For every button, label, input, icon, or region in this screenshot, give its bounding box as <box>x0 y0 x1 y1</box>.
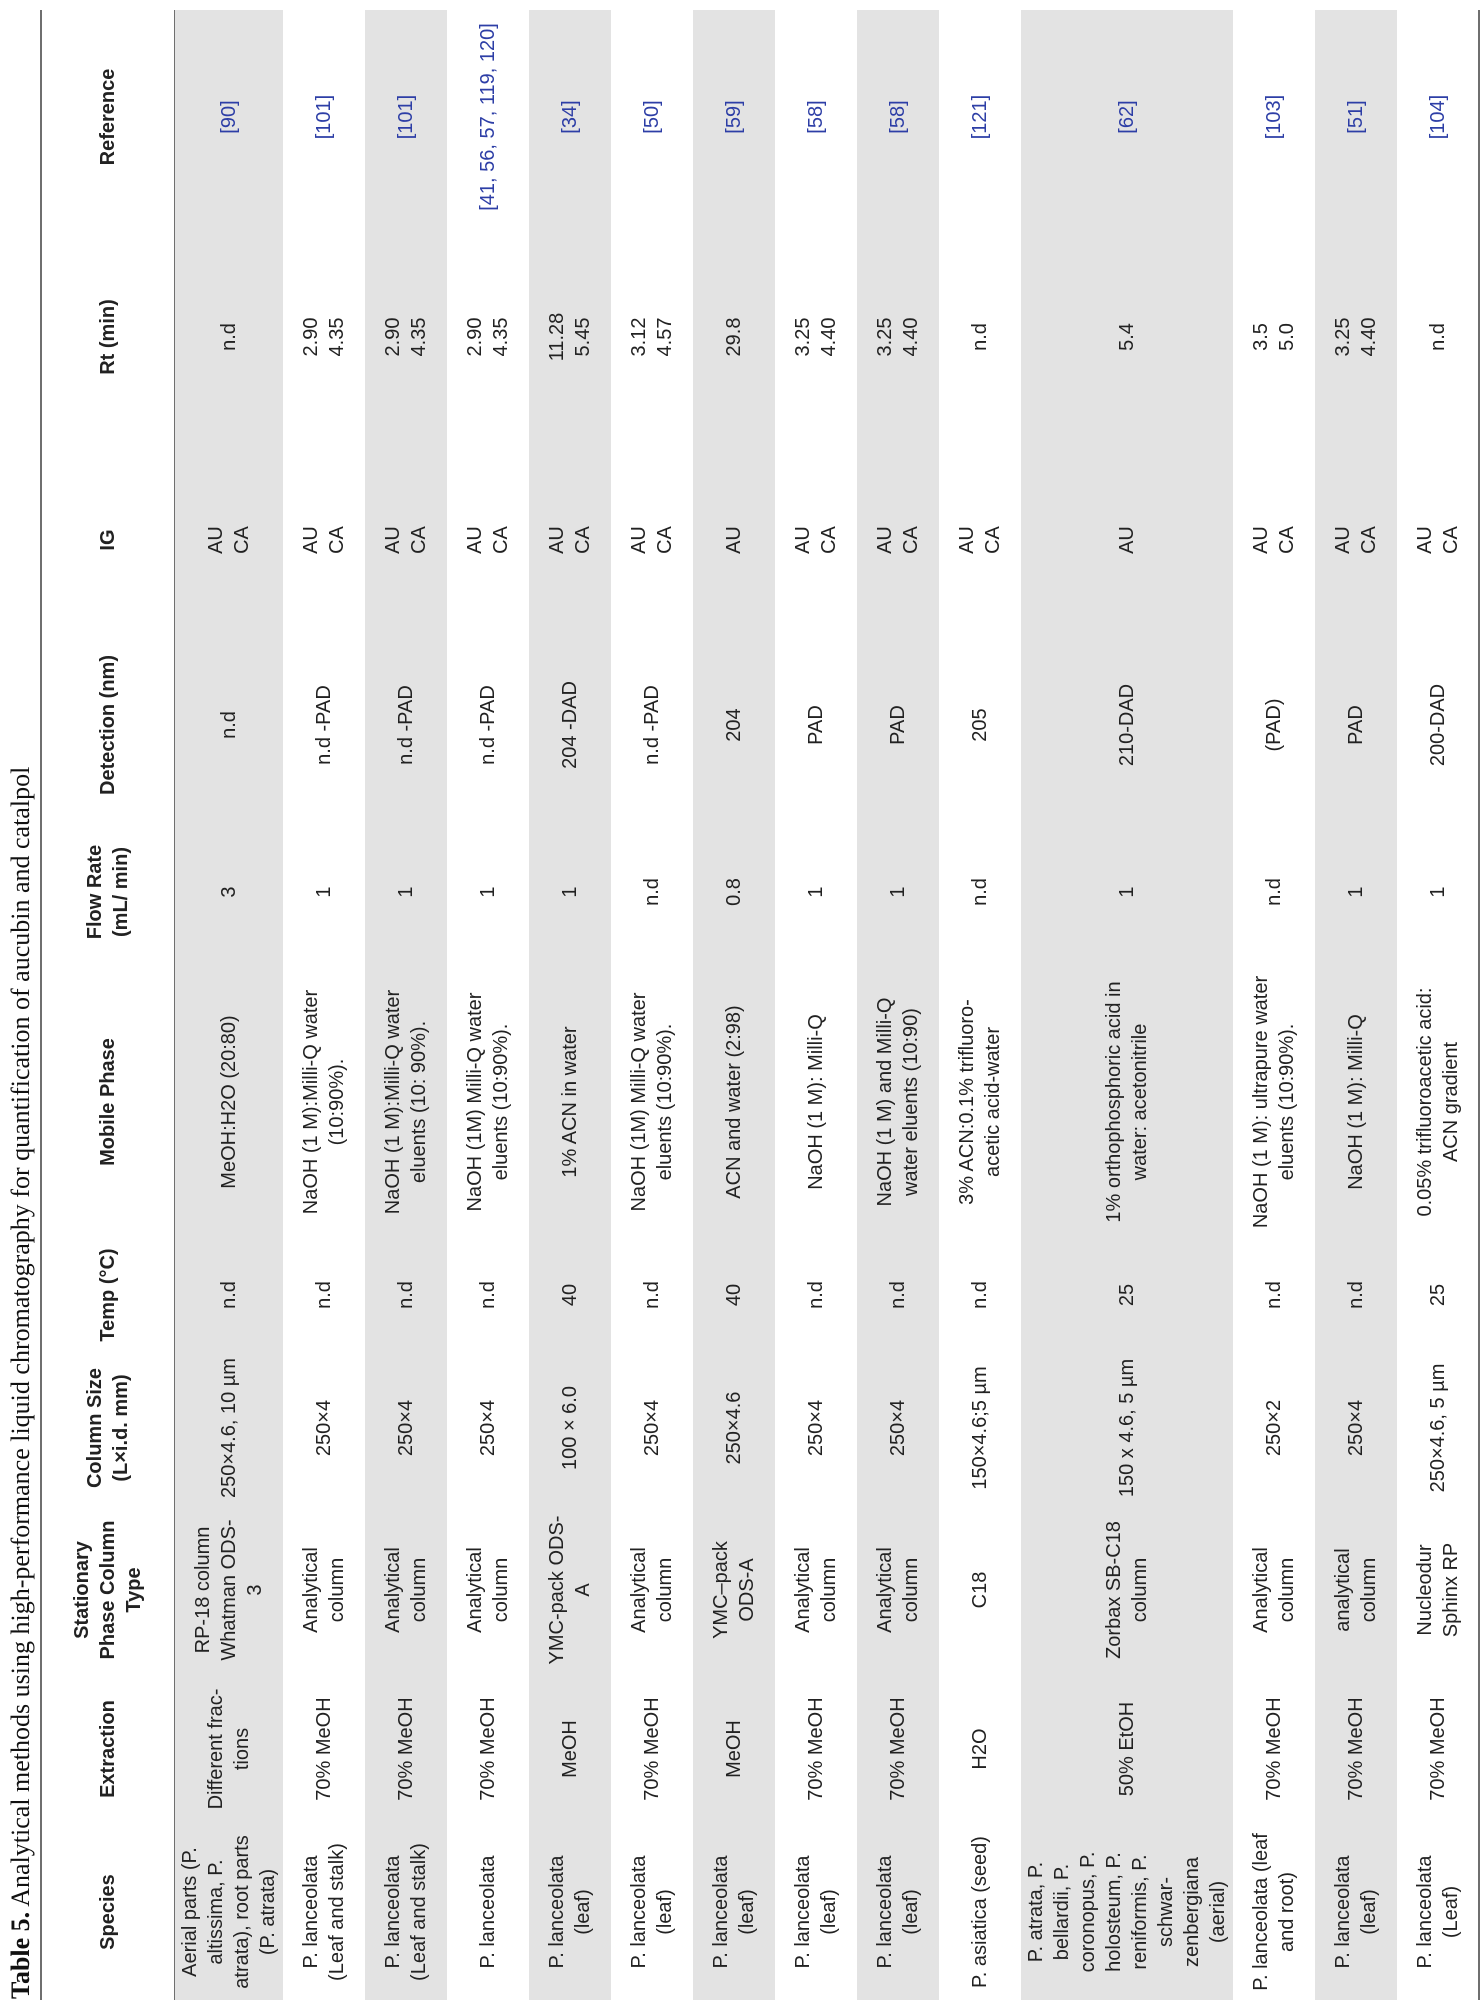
cell-mobile: MeOH:H2O (20:80) <box>175 964 284 1240</box>
cell-stationary: Analytical column <box>628 1547 676 1633</box>
cell-column: 250×4 <box>365 1350 447 1506</box>
cell-temp: n.d <box>1263 1281 1285 1309</box>
cell-rt: 3.25 4.40 <box>792 317 840 357</box>
cell-mobile: 3% ACN:0.1% trifluoro- acetic acid-water <box>956 999 1004 1205</box>
column-header: Reference <box>41 10 175 224</box>
column-header: Stationary Phase Column Type <box>41 1506 175 1674</box>
cell-mobile: NaOH (1 M) and Milli-Q water eluents (10:90) <box>857 964 939 1240</box>
cell-extraction: MeOH <box>529 1674 611 1824</box>
column-header: Mobile Phase <box>41 964 175 1240</box>
cell-ig: AU CA <box>1315 450 1397 630</box>
cell-temp: n.d <box>857 1240 939 1350</box>
cell-extraction: 70% MeOH <box>1426 1697 1449 1801</box>
column-header: Species <box>41 1824 175 2000</box>
table-row <box>775 10 857 2000</box>
cell-species: P. lanceolata (leaf and root) <box>1250 1833 1298 1991</box>
cell-ig: AU CA <box>956 526 1004 554</box>
cell-species: Aerial parts (P. altissima, P. atrata), root parts (P. atrata) <box>175 1824 284 2000</box>
cell-ig: AU CA <box>464 526 512 554</box>
cell-reference[interactable]: [58] <box>805 100 827 134</box>
cell-extraction: 70% MeOH <box>365 1674 447 1824</box>
cell-rt: 29.8 <box>693 224 775 450</box>
cell-extraction: 70% MeOH <box>1315 1674 1397 1824</box>
cell-mobile: NaOH (1 M):Milli-Q water (10:90%). <box>300 989 348 1215</box>
cell-rt: 11.28 5.45 <box>529 224 611 450</box>
table-row <box>529 10 611 2000</box>
cell-column: 250×4.6 <box>693 1350 775 1506</box>
cell-column: 250×4 <box>477 1399 499 1457</box>
cell-reference[interactable]: [104] <box>1426 94 1449 140</box>
cell-detection: (PAD) <box>1263 698 1285 752</box>
cell-species: P. lanceolata (leaf) <box>792 1855 840 1969</box>
table-caption <box>4 9 38 1999</box>
cell-flow: n.d <box>1263 878 1285 906</box>
cell-column: 250×4.6, 5 µm <box>1426 1363 1449 1493</box>
cell-column: 250×4 <box>313 1399 335 1457</box>
cell-species: P. lanceolata <box>477 1855 499 1969</box>
cell-rt: n.d <box>1426 323 1449 351</box>
cell-reference[interactable]: [59] <box>693 10 775 224</box>
column-header: Rt (min) <box>41 224 175 450</box>
cell-reference[interactable]: [90] <box>175 10 284 224</box>
cell-flow: 1 <box>1021 820 1233 964</box>
cell-extraction: 70% MeOH <box>1263 1697 1285 1801</box>
cell-species: P. asiatica (seed) <box>969 1836 991 1988</box>
table-row <box>175 10 284 2000</box>
cell-temp: n.d <box>805 1281 827 1309</box>
header-row <box>41 10 175 2000</box>
cell-species: P. atrata, P. bellardii, P. coronopus, P. holosteum, P. reniformis, P. schwar- zenbergiana (aerial) <box>1021 1824 1233 2000</box>
cell-species: P. lanceolata (Leaf) <box>1413 1855 1462 1969</box>
cell-flow: 1 <box>529 820 611 964</box>
cell-extraction: 70% MeOH <box>805 1697 827 1801</box>
cell-ig: AU CA <box>628 526 676 554</box>
cell-rt: 3.12 4.57 <box>628 317 676 357</box>
hplc-methods-table <box>40 10 1480 2000</box>
table-row <box>365 10 447 2000</box>
cell-flow: 1 <box>365 820 447 964</box>
cell-mobile: ACN and water (2:98) <box>693 964 775 1240</box>
cell-reference[interactable]: [62] <box>1021 10 1233 224</box>
table-row <box>447 10 529 2000</box>
cell-ig: AU CA <box>857 450 939 630</box>
cell-extraction: 70% MeOH <box>857 1674 939 1824</box>
cell-extraction: H2O <box>969 1728 991 1770</box>
cell-mobile: NaOH (1M) Milli-Q water eluents (10:90%). <box>464 992 512 1212</box>
cell-temp: n.d <box>175 1240 284 1350</box>
cell-detection: 204 -DAD <box>529 630 611 820</box>
cell-ig: AU CA <box>1250 526 1298 554</box>
cell-stationary: Analytical column <box>464 1547 512 1633</box>
cell-flow: 0.8 <box>693 820 775 964</box>
table-body <box>175 10 1480 2000</box>
cell-temp: n.d <box>313 1281 335 1309</box>
cell-detection: n.d -PAD <box>313 685 335 765</box>
cell-temp: n.d <box>1315 1240 1397 1350</box>
cell-species: P. lanceolata (leaf) <box>857 1824 939 2000</box>
cell-rt: 3.25 4.40 <box>1315 224 1397 450</box>
cell-ig: AU CA <box>529 450 611 630</box>
cell-extraction: 70% MeOH <box>477 1697 499 1801</box>
cell-extraction: 70% MeOH <box>313 1697 335 1801</box>
cell-column: 150 x 4.6, 5 µm <box>1021 1350 1233 1506</box>
cell-temp: 25 <box>1021 1240 1233 1350</box>
cell-ig: AU CA <box>792 526 840 554</box>
cell-reference[interactable]: [41, 56, 57, 119, 120] <box>477 23 499 211</box>
cell-species: P. lanceolata (leaf) <box>1315 1824 1397 2000</box>
caption-label: Table 5. <box>6 1911 35 1999</box>
cell-species: P. lanceolata (leaf) <box>693 1824 775 2000</box>
cell-rt: 2.90 4.35 <box>365 224 447 450</box>
column-header: Column Size (L×i.d. mm) <box>41 1350 175 1506</box>
cell-detection: 204 <box>693 630 775 820</box>
cell-rt: 3.25 4.40 <box>857 224 939 450</box>
cell-column: 250×2 <box>1263 1399 1285 1457</box>
cell-extraction: 70% MeOH <box>641 1697 663 1801</box>
table-container <box>40 10 1480 2000</box>
cell-flow: 3 <box>175 820 284 964</box>
cell-ig: AU CA <box>175 450 284 630</box>
cell-temp: 40 <box>693 1240 775 1350</box>
cell-column: 250×4 <box>1315 1350 1397 1506</box>
cell-column: 250×4 <box>641 1399 663 1457</box>
column-header: Extraction <box>41 1674 175 1824</box>
cell-reference[interactable]: [101] <box>365 10 447 224</box>
table-row <box>1397 10 1479 2000</box>
cell-mobile: 1% orthophosphoric acid in water: acetonitrile <box>1021 964 1233 1240</box>
cell-flow: 1 <box>313 886 335 898</box>
cell-temp: n.d <box>365 1240 447 1350</box>
cell-mobile: NaOH (1 M): Milli-Q <box>805 1014 827 1190</box>
cell-reference[interactable]: [101] <box>313 94 335 140</box>
column-header: Flow Rate (mL/ min) <box>41 820 175 964</box>
cell-detection: PAD <box>857 630 939 820</box>
cell-ig: AU <box>693 450 775 630</box>
cell-flow: 1 <box>857 820 939 964</box>
cell-detection: n.d -PAD <box>641 685 663 765</box>
cell-stationary: YMC–pack ODS-A <box>693 1506 775 1674</box>
cell-column: 150×4.6;5 µm <box>969 1366 991 1490</box>
table-row <box>1233 10 1315 2000</box>
table-row <box>939 10 1021 2000</box>
cell-ig: AU <box>1021 450 1233 630</box>
cell-species: P. lanceolata (Leaf and stalk) <box>300 1843 348 1981</box>
cell-reference[interactable]: [34] <box>529 10 611 224</box>
cell-mobile: NaOH (1M) Milli-Q water eluents (10:90%). <box>628 992 676 1212</box>
cell-ig: AU CA <box>365 450 447 630</box>
cell-extraction: Different frac- tions <box>175 1674 284 1824</box>
cell-rt: 2.90 4.35 <box>300 317 348 357</box>
cell-temp: 25 <box>1426 1283 1449 1307</box>
cell-flow: 1 <box>1315 820 1397 964</box>
caption-text: Analytical methods using high-performance liquid chromatography for quantification of aucubin and catalpol <box>6 766 35 1912</box>
table-row <box>611 10 693 2000</box>
cell-detection: PAD <box>1315 630 1397 820</box>
table-row <box>693 10 775 2000</box>
cell-flow: 1 <box>1426 886 1449 898</box>
cell-reference[interactable]: [51] <box>1315 10 1397 224</box>
column-header: IG <box>41 450 175 630</box>
cell-detection: 200-DAD <box>1426 683 1449 767</box>
cell-rt: 3.5 5.0 <box>1250 323 1298 351</box>
cell-stationary: Analytical column <box>365 1506 447 1674</box>
cell-detection: PAD <box>805 705 827 745</box>
cell-mobile: 0.05% trifluoroacetic acid: ACN gradient <box>1413 987 1462 1217</box>
cell-reference[interactable]: [58] <box>857 10 939 224</box>
cell-species: P. lanceolata (leaf) <box>628 1855 676 1969</box>
cell-rt: 2.90 4.35 <box>464 317 512 357</box>
table-row <box>1315 10 1397 2000</box>
cell-stationary: Analytical column <box>1250 1547 1298 1633</box>
cell-rt: n.d <box>175 224 284 450</box>
cell-ig: AU CA <box>1413 526 1462 554</box>
cell-flow: n.d <box>641 878 663 906</box>
cell-stationary: Analytical column <box>300 1547 348 1633</box>
cell-temp: n.d <box>641 1281 663 1309</box>
cell-detection: n.d <box>175 630 284 820</box>
column-header: Temp (°C) <box>41 1240 175 1350</box>
cell-mobile: NaOH (1 M): Milli-Q <box>1315 964 1397 1240</box>
cell-detection: 210-DAD <box>1021 630 1233 820</box>
cell-flow: 1 <box>477 886 499 898</box>
cell-column: 250×4 <box>857 1350 939 1506</box>
cell-mobile: NaOH (1 M): ultrapure water eluents (10:90%). <box>1250 975 1298 1229</box>
cell-ig: AU CA <box>300 526 348 554</box>
cell-flow: n.d <box>969 878 991 906</box>
cell-column: 250×4.6, 10 µm <box>175 1350 284 1506</box>
cell-mobile: 1% ACN in water <box>529 964 611 1240</box>
cell-mobile: NaOH (1 M):Milli-Q water eluents (10: 90%). <box>365 964 447 1240</box>
cell-stationary: RP-18 column Whatman ODS-3 <box>175 1506 284 1674</box>
cell-stationary: Nucleodur Sphinx RP <box>1413 1542 1462 1638</box>
cell-reference[interactable]: [121] <box>969 94 991 140</box>
cell-detection: n.d -PAD <box>477 685 499 765</box>
cell-flow: 1 <box>805 886 827 898</box>
cell-detection: 205 <box>969 708 991 742</box>
table-header <box>41 10 175 2000</box>
cell-extraction: MeOH <box>693 1674 775 1824</box>
table-row <box>857 10 939 2000</box>
cell-reference[interactable]: [50] <box>641 100 663 134</box>
cell-temp: n.d <box>477 1281 499 1309</box>
cell-column: 250×4 <box>805 1399 827 1457</box>
cell-extraction: 50% EtOH <box>1021 1674 1233 1824</box>
cell-stationary: Zorbax SB-C18 column <box>1021 1506 1233 1674</box>
cell-reference[interactable]: [103] <box>1263 94 1285 140</box>
cell-rt: n.d <box>969 323 991 351</box>
cell-detection: n.d -PAD <box>365 630 447 820</box>
cell-species: P. lanceolata (leaf) <box>529 1824 611 2000</box>
cell-stationary: Analytical column <box>857 1506 939 1674</box>
table-row <box>283 10 365 2000</box>
cell-temp: 40 <box>529 1240 611 1350</box>
cell-stationary: Analytical column <box>792 1547 840 1633</box>
cell-stationary: C18 <box>969 1571 991 1609</box>
cell-stationary: analytical column <box>1315 1506 1397 1674</box>
cell-species: P. lanceolata (Leaf and stalk) <box>365 1824 447 2000</box>
column-header: Detection (nm) <box>41 630 175 820</box>
table-row <box>1021 10 1233 2000</box>
cell-temp: n.d <box>969 1281 991 1309</box>
cell-rt: 5.4 <box>1021 224 1233 450</box>
cell-column: 100 × 6.0 <box>529 1350 611 1506</box>
cell-stationary: YMC-pack ODS-A <box>529 1506 611 1674</box>
